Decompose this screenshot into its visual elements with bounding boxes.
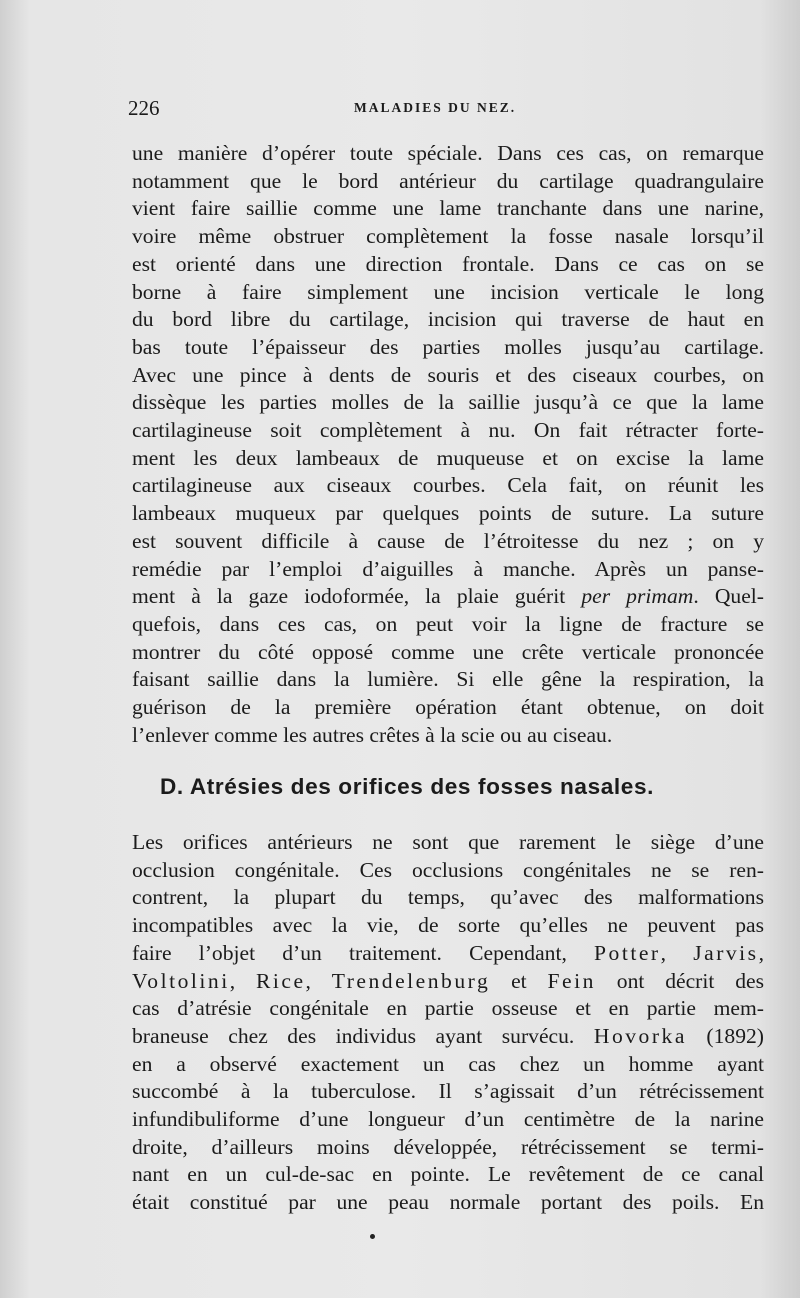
author-name: Rice [255, 968, 306, 993]
text-segment: faire l’objet d’un traitement. Cependant, [132, 940, 567, 965]
text-line: cas d’atrésie congénitale en partie osseuse et en partie mem- [132, 996, 764, 1021]
text-line: montrer du côté opposé comme une crête verticale prononcée [132, 639, 764, 664]
italic-phrase: per primam [581, 584, 694, 609]
text-line: est souvent difficile à cause de l’étroitesse du nez ; on y [132, 528, 764, 553]
author-name: Voltolini [132, 968, 230, 993]
running-head: MALADIES DU NEZ. [354, 100, 517, 115]
text-segment: (1892) [706, 1023, 764, 1048]
text-line: incompatibles avec la vie, de sorte qu’elles ne peuvent pas [132, 913, 764, 938]
text-line: Voltolini, Rice, Trendelenburg et Fein ont décrit des [132, 968, 764, 993]
text-line: droite, d’ailleurs moins développée, rétrécissement se termi- [132, 1134, 764, 1159]
text-line: faisant saillie dans la lumière. Si elle gêne la respiration, la [132, 667, 764, 692]
text-line: bas toute l’épaisseur des parties molles jusqu’au cartilage. [132, 334, 764, 359]
text-line: guérison de la première opération étant obtenue, on doit [132, 695, 764, 720]
text-segment: ont décrit des [616, 968, 764, 993]
text-segment: braneuse chez des individus ayant survécu. [132, 1023, 575, 1048]
paragraph-2 [132, 829, 764, 1217]
text-line: Les orifices antérieurs ne sont que rarement le siège d’une [132, 830, 764, 854]
text-line: vient faire saillie comme une lame tranchante dans une narine, [132, 196, 764, 221]
text-line: notamment que le bord antérieur du cartilage quadrangulaire [132, 168, 764, 193]
text-line: était constitué par une peau normale portant des poils. En [132, 1190, 764, 1215]
text-line: en a observé exactement un cas chez un homme ayant [132, 1051, 764, 1076]
text-line: du bord libre du cartilage, incision qui traverse de haut en [132, 307, 764, 332]
author-name: Trendelenburg [331, 968, 491, 993]
page-header [128, 96, 768, 122]
text-line: cartilagineuse aux ciseaux courbes. Cela fait, on réunit les [132, 473, 764, 498]
text-line: l’enlever comme les autres crêtes à la scie ou au ciseau. [132, 722, 613, 747]
text-line: est orienté dans une direction frontale. Dans ce cas on se [132, 251, 764, 276]
author-name: Potter [594, 940, 661, 965]
text-line: dissèque les parties molles de la saillie jusqu’à ce que la lame [132, 390, 764, 415]
text-line: faire l’objet d’un traitement. Cependant, Potter, Jarvis, [132, 940, 764, 965]
author-name: Hovorka [593, 1023, 687, 1048]
text-line [132, 583, 764, 611]
text-line: contrent, la plupart du temps, qu’avec des malformations [132, 885, 764, 910]
section-title: D. Atrésies des orifices des fosses nasales. [160, 774, 654, 799]
text-segment: et [511, 968, 527, 993]
text-line: Avec une pince à dents de souris et des ciseaux courbes, on [132, 362, 764, 387]
text-line: lambeaux muqueux par quelques points de suture. La suture [132, 501, 764, 526]
page-number: 226 [128, 96, 160, 120]
paragraph-1 [132, 140, 764, 749]
text-line: voire même obstruer complètement la fosse nasale lorsqu’il [132, 224, 764, 249]
text-line: infundibuliforme d’une longueur d’un centimètre de la narine [132, 1107, 764, 1132]
text-line: borne à faire simplement une incision verticale le long [132, 279, 764, 304]
text-line: occlusion congénitale. Ces occlusions congénitales ne se ren- [132, 857, 764, 882]
text-line: quefois, dans ces cas, on peut voir la ligne de fracture se [132, 611, 764, 636]
text-segment: ment à la gaze iodoformée, la plaie guérit [132, 584, 582, 609]
footer-mark [370, 1234, 375, 1239]
text-line: nant en un cul-de-sac en pointe. Le revêtement de ce canal [132, 1162, 764, 1187]
text-line: une manière d’opérer toute spéciale. Dans ces cas, on remarque [132, 141, 764, 165]
author-name: Jarvis [693, 940, 759, 965]
text-line: cartilagineuse soit complètement à nu. On fait rétracter forte- [132, 418, 764, 443]
text-line: ment les deux lambeaux de muqueuse et on excise la lame [132, 445, 764, 470]
author-name: Fein [547, 968, 596, 993]
text-line [132, 1023, 764, 1051]
text-segment: . Quel- [693, 584, 764, 609]
text-line: remédie par l’emploi d’aiguilles à manche. Après un panse- [132, 556, 764, 581]
text-line: succombé à la tuberculose. Il s’agissait d’un rétrécissement [132, 1079, 764, 1104]
